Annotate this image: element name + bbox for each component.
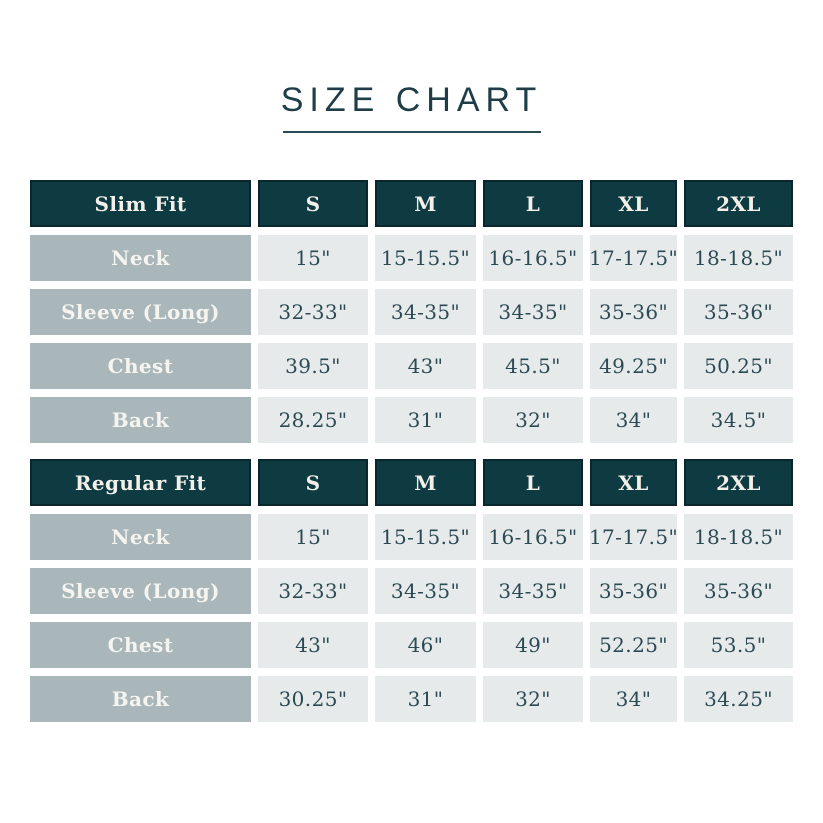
value-cell-neck-xl: 17-17.5" [590, 514, 677, 560]
value-cell-neck-l: 16-16.5" [483, 514, 583, 560]
value-cell-sleeve-long-2xl: 35-36" [684, 289, 793, 335]
value-cell-chest-2xl: 53.5" [684, 622, 793, 668]
value-cell-chest-xl: 49.25" [590, 343, 677, 389]
row-label-cell-chest: Chest [30, 622, 251, 668]
size-header-cell-s: S [258, 459, 368, 506]
value-cell-sleeve-long-xl: 35-36" [590, 568, 677, 614]
value-cell-sleeve-long-l: 34-35" [483, 568, 583, 614]
value-cell-sleeve-long-s: 32-33" [258, 289, 368, 335]
value-cell-sleeve-long-2xl: 35-36" [684, 568, 793, 614]
value-cell-sleeve-long-s: 32-33" [258, 568, 368, 614]
value-cell-neck-m: 15-15.5" [375, 235, 476, 281]
value-cell-chest-s: 43" [258, 622, 368, 668]
value-cell-back-xl: 34" [590, 676, 677, 722]
page-title: SIZE CHART [280, 81, 543, 119]
size-header-cell-2xl: 2XL [684, 459, 793, 506]
value-cell-neck-s: 15" [258, 514, 368, 560]
row-label-cell-sleeve-long: Sleeve (Long) [30, 568, 251, 614]
size-header-cell-m: M [375, 459, 476, 506]
value-cell-chest-xl: 52.25" [590, 622, 677, 668]
value-cell-chest-s: 39.5" [258, 343, 368, 389]
value-cell-neck-l: 16-16.5" [483, 235, 583, 281]
value-cell-sleeve-long-l: 34-35" [483, 289, 583, 335]
fit-header-cell-regular-fit: Regular Fit [30, 459, 251, 506]
value-cell-back-m: 31" [375, 676, 476, 722]
value-cell-sleeve-long-m: 34-35" [375, 568, 476, 614]
value-cell-chest-m: 43" [375, 343, 476, 389]
row-label-cell-back: Back [30, 397, 251, 443]
value-cell-back-l: 32" [483, 397, 583, 443]
size-header-cell-xl: XL [590, 180, 677, 227]
value-cell-back-s: 28.25" [258, 397, 368, 443]
value-cell-chest-2xl: 50.25" [684, 343, 793, 389]
value-cell-neck-2xl: 18-18.5" [684, 514, 793, 560]
row-label-cell-neck: Neck [30, 514, 251, 560]
row-label-cell-chest: Chest [30, 343, 251, 389]
value-cell-chest-l: 45.5" [483, 343, 583, 389]
size-table-regular-fit [30, 459, 793, 722]
value-cell-chest-m: 46" [375, 622, 476, 668]
value-cell-neck-s: 15" [258, 235, 368, 281]
value-cell-back-2xl: 34.25" [684, 676, 793, 722]
size-header-cell-l: L [483, 180, 583, 227]
fit-header-cell-slim-fit: Slim Fit [30, 180, 251, 227]
value-cell-chest-l: 49" [483, 622, 583, 668]
size-header-cell-xl: XL [590, 459, 677, 506]
title-underline [283, 131, 541, 133]
value-cell-neck-m: 15-15.5" [375, 514, 476, 560]
value-cell-neck-2xl: 18-18.5" [684, 235, 793, 281]
value-cell-sleeve-long-m: 34-35" [375, 289, 476, 335]
value-cell-back-2xl: 34.5" [684, 397, 793, 443]
row-label-cell-back: Back [30, 676, 251, 722]
size-header-cell-m: M [375, 180, 476, 227]
row-label-cell-sleeve-long: Sleeve (Long) [30, 289, 251, 335]
value-cell-back-m: 31" [375, 397, 476, 443]
row-label-cell-neck: Neck [30, 235, 251, 281]
size-header-cell-s: S [258, 180, 368, 227]
value-cell-back-xl: 34" [590, 397, 677, 443]
size-header-cell-2xl: 2XL [684, 180, 793, 227]
value-cell-back-s: 30.25" [258, 676, 368, 722]
size-table-slim-fit [30, 180, 793, 443]
value-cell-neck-xl: 17-17.5" [590, 235, 677, 281]
value-cell-back-l: 32" [483, 676, 583, 722]
title-section [0, 0, 823, 133]
tables-container [30, 180, 793, 722]
value-cell-sleeve-long-xl: 35-36" [590, 289, 677, 335]
size-header-cell-l: L [483, 459, 583, 506]
